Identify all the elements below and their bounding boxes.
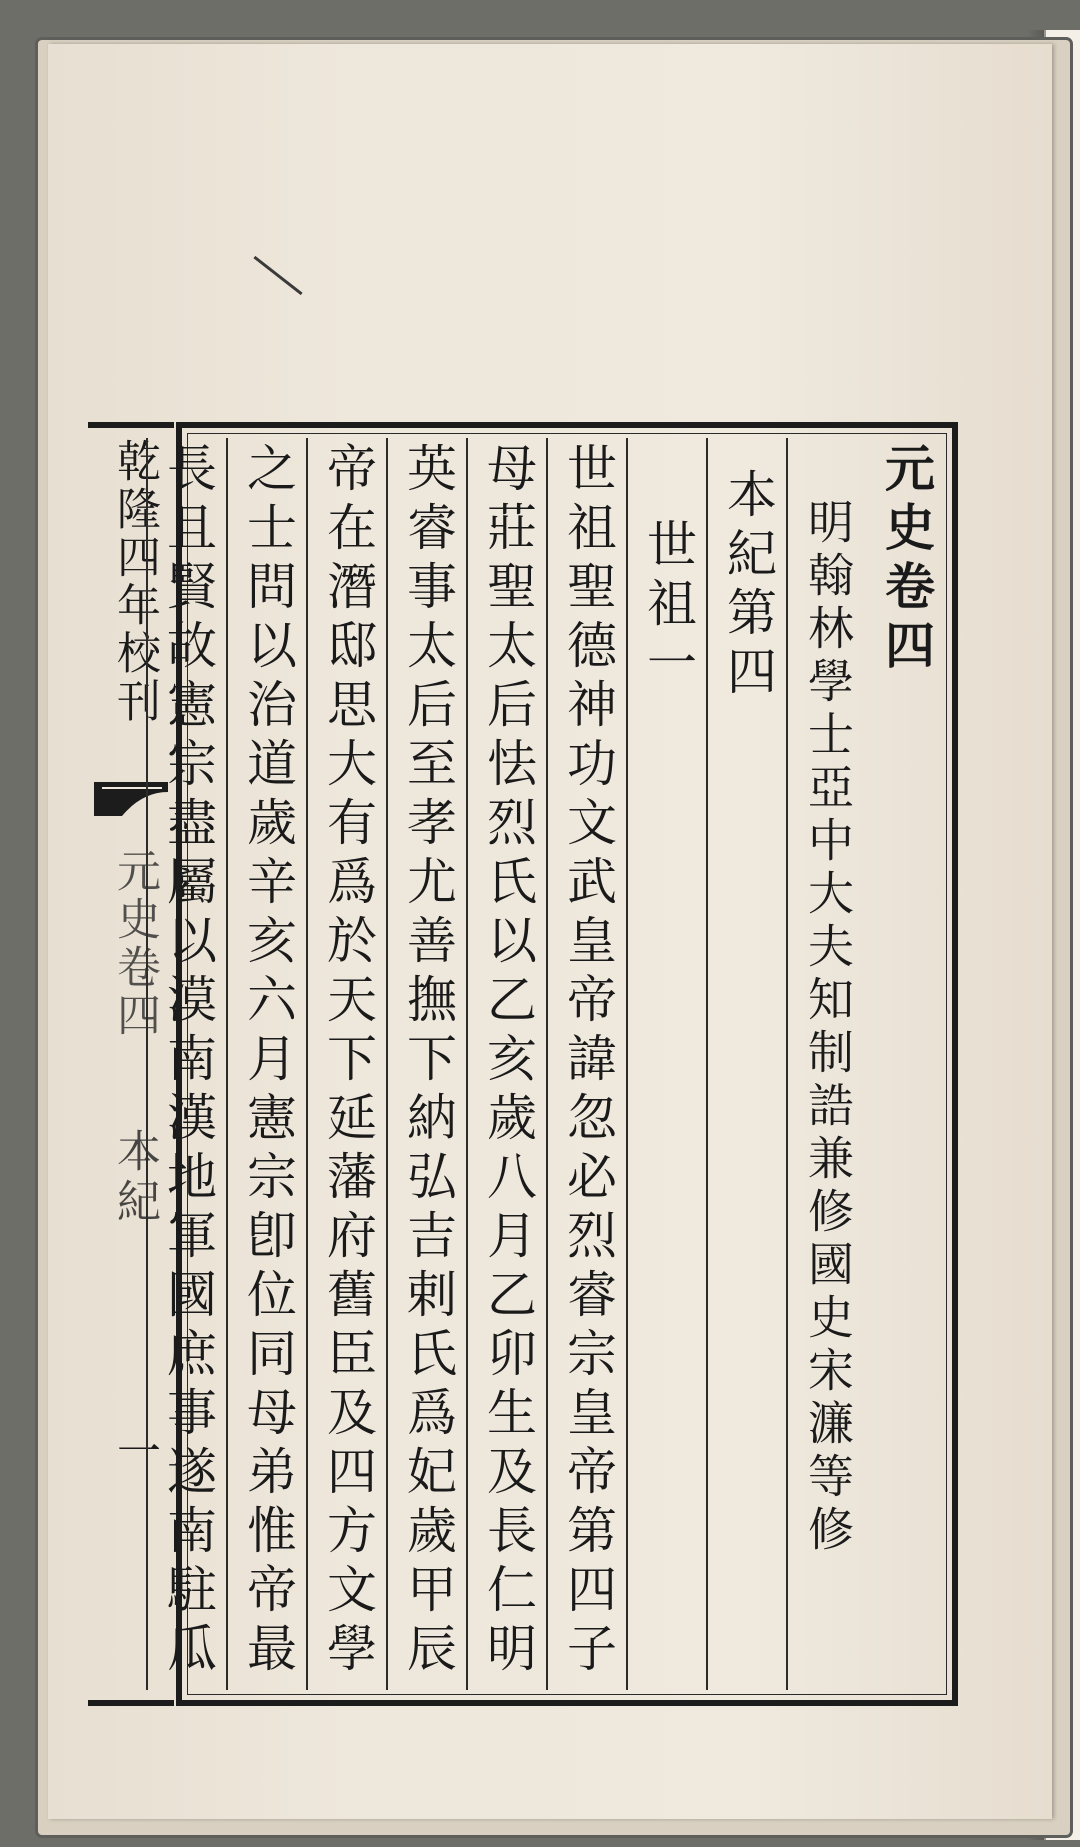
column-7 <box>386 438 468 1690</box>
body-text-line: 之士問以治道歲辛亥六月憲宗卽位同母弟惟帝最 <box>239 442 297 1681</box>
paper-mark <box>253 256 302 295</box>
column-3 <box>706 438 788 1690</box>
column-1 <box>866 438 946 1690</box>
body-text-line: 英睿事太后至孝尤善撫下納弘吉剌氏爲妃歲甲辰 <box>399 442 457 1681</box>
book-page <box>48 44 1052 1819</box>
column-8 <box>306 438 388 1690</box>
column-9 <box>226 438 308 1690</box>
column-2 <box>786 438 868 1690</box>
column-10 <box>146 438 228 1690</box>
margin-section-label: 本紀 <box>109 1128 160 1228</box>
section-heading: 世祖一 <box>639 518 697 695</box>
body-text-line: 世祖聖德神功文武皇帝諱忽必烈睿宗皇帝第四子 <box>559 442 617 1681</box>
body-text-line: 母莊聖太后怯烈氏以乙亥歲八月乙卯生及長仁明 <box>479 442 537 1681</box>
column-4 <box>626 438 708 1690</box>
column-5 <box>546 438 628 1690</box>
margin-book-title: 元史卷四 <box>109 848 160 1040</box>
folio-number: 一 <box>109 1428 160 1472</box>
body-text-line: 長且賢故憲宗盡屬以漠南漢地軍國庶事遂南駐瓜 <box>159 442 217 1681</box>
column-6 <box>466 438 548 1690</box>
author-line: 明翰林學士亞中大夫知制誥兼修國史宋濂等修 <box>801 498 855 1558</box>
book-title: 元史卷四 <box>877 442 936 678</box>
chapter-heading: 本紀第四 <box>719 468 777 704</box>
edition-label: 乾隆四年校刊 <box>109 438 160 726</box>
text-frame <box>159 422 958 1706</box>
body-text-line: 帝在潛邸思大有爲於天下延藩府舊臣及四方文學 <box>319 442 377 1681</box>
